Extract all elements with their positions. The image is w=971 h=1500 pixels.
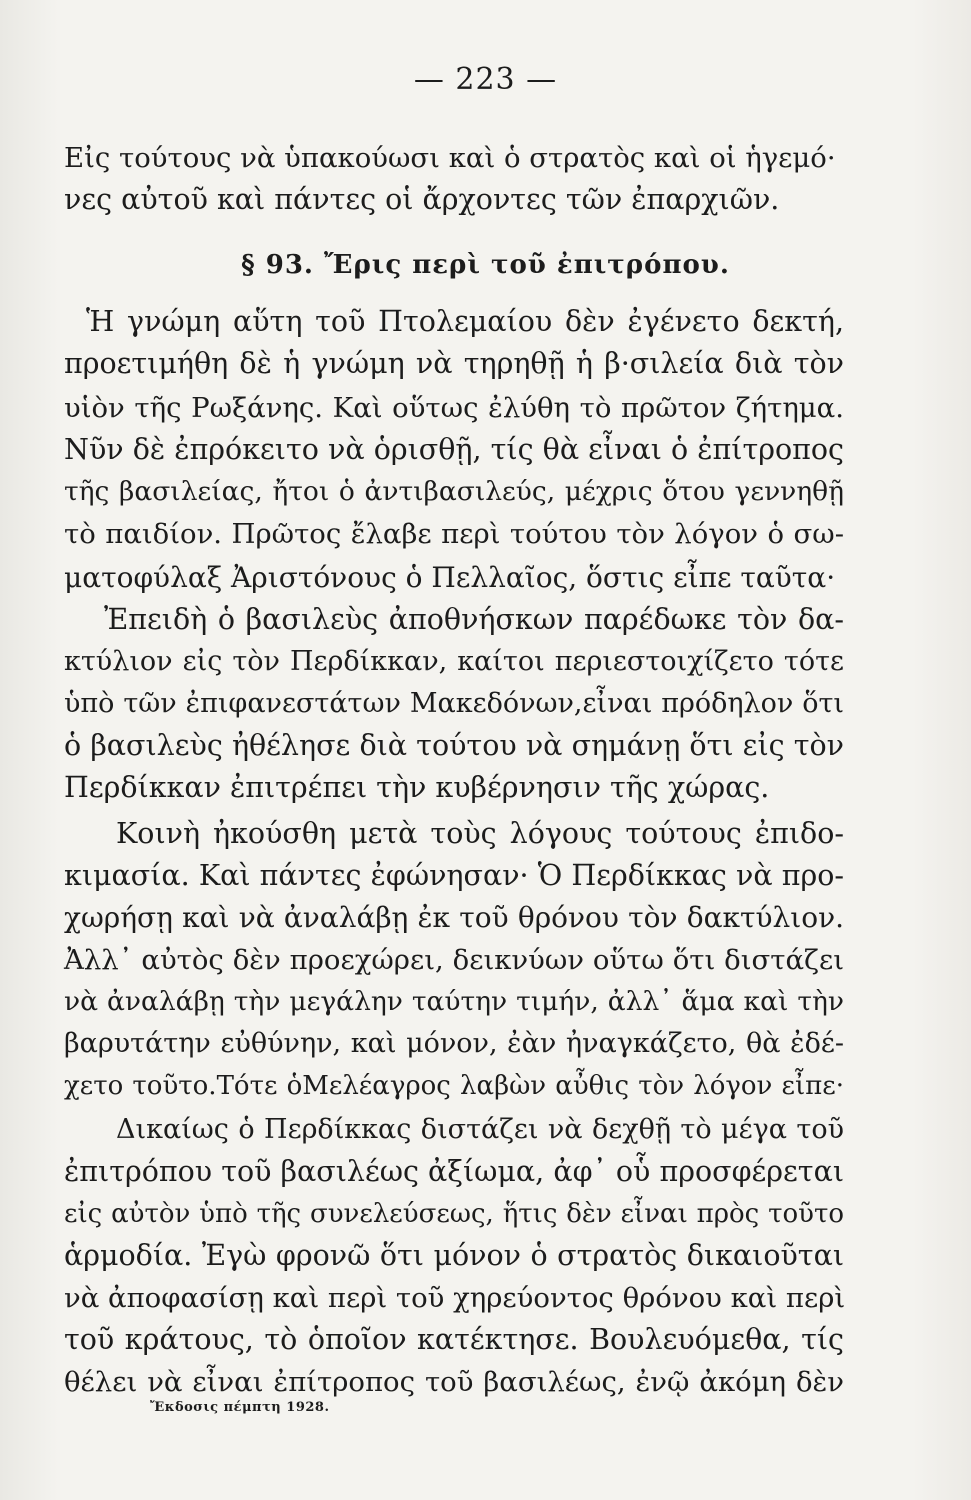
text-line: ἁρμοδία. Ἐγὼ φρονῶ ὅτι μόνον ὁ στρατὸς δικαιοῦται bbox=[64, 1239, 844, 1272]
text-line: ἐπιτρόπου τοῦ βασιλέως ἀξίωμα, ἀφ᾽ οὗ προσφέρεται bbox=[64, 1155, 844, 1188]
edition-note: Ἔκδοσις πέμπτη 1928. bbox=[150, 1400, 330, 1415]
section-heading: § 93. Ἔρις περὶ τοῦ ἐπιτρόπου. bbox=[241, 250, 730, 280]
text-line: τοῦ κράτους, τὸ ὁποῖον κατέκτησε. Βουλευόμεθα, τίς bbox=[64, 1323, 844, 1356]
text-line: τῆς βασιλείας, ἤτοι ὁ ἀντιβασιλεύς, μέχρις ὅτου γεννηθῇ bbox=[64, 476, 844, 507]
text-line: νὰ ἀποφασίσῃ καὶ περὶ τοῦ χηρεύοντος θρόνου καὶ περὶ bbox=[64, 1282, 846, 1314]
text-line: υἱὸν τῆς Ρωξάνης. Καὶ οὕτως ἐλύθη τὸ πρῶτον ζήτημα. bbox=[64, 392, 844, 424]
text-line: Νῦν δὲ ἐπρόκειτο νὰ ὁρισθῇ, τίς θὰ εἶναι ὁ ἐπίτροπος bbox=[64, 433, 844, 466]
text-line: Ἀλλ᾽ αὐτὸς δὲν προεχώρει, δεικνύων οὕτω ὅτι διστάζει bbox=[64, 944, 844, 976]
text-line: νὰ ἀναλάβῃ τὴν μεγάλην ταύτην τιμήν, ἀλλ᾽ ἅμα καὶ τὴν bbox=[64, 986, 844, 1017]
text-line: εἰς αὐτὸν ὑπὸ τῆς συνελεύσεως, ἥτις δὲν εἶναι πρὸς τοῦτο bbox=[64, 1199, 844, 1229]
text-line: ὁ βασιλεὺς ἠθέλησε διὰ τούτου νὰ σημάνῃ ὅτι εἰς τὸν bbox=[64, 729, 844, 762]
text-line: χωρήσῃ καὶ νὰ ἀναλάβῃ ἐκ τοῦ θρόνου τὸν δακτύλιον. bbox=[64, 901, 844, 934]
text-line: ὑπὸ τῶν ἐπιφανεστάτων Μακεδόνων,εἶναι πρόδηλον ὅτι bbox=[64, 688, 844, 719]
text-line: Ἐπειδὴ ὁ βασιλεὺς ἀποθνήσκων παρέδωκε τὸν δα- bbox=[104, 603, 844, 636]
text-line: Εἰς τούτους νὰ ὑπακούωσι καὶ ὁ στρατὸς καὶ οἱ ἡγεμό· bbox=[64, 142, 836, 174]
text-line: κτύλιον εἰς τὸν Περδίκκαν, καίτοι περιεστοιχίζετο τότε bbox=[64, 646, 844, 677]
text-line: χετο τοῦτο.Τότε ὁΜελέαγρος λαβὼν αὖθις τὸν λόγον εἶπε· bbox=[64, 1071, 844, 1101]
text-line: τὸ παιδίον. Πρῶτος ἔλαβε περὶ τούτου τὸν λόγον ὁ σω- bbox=[64, 518, 844, 550]
text-line: ματοφύλαξ Ἀριστόνους ὁ Πελλαῖος, ὅστις εἶπε ταῦτα· bbox=[64, 561, 836, 594]
text-line: Κοινὴ ἠκούσθη μετὰ τοὺς λόγους τούτους ἐπιδο- bbox=[116, 817, 844, 850]
text-line: Ἡ γνώμη αὕτη τοῦ Πτολεμαίου δὲν ἐγένετο δεκτή, bbox=[86, 305, 844, 338]
text-line: προετιμήθη δὲ ἡ γνώμη νὰ τηρηθῇ ἡ β·σιλεία διὰ τὸν bbox=[64, 347, 844, 380]
page-number: — 223 — bbox=[413, 62, 558, 97]
text-line: Περδίκκαν ἐπιτρέπει τὴν κυβέρνησιν τῆς χώρας. bbox=[64, 771, 770, 804]
text-line: βαρυτάτην εὐθύνην, καὶ μόνον, ἐὰν ἠναγκάζετο, θὰ ἐδέ- bbox=[64, 1028, 844, 1059]
text-line: νες αὐτοῦ καὶ πάντες οἱ ἄρχοντες τῶν ἐπαρχιῶν. bbox=[64, 183, 780, 216]
text-line: κιμασία. Καὶ πάντες ἐφώνησαν· Ὁ Περδίκκας νὰ προ- bbox=[64, 859, 844, 892]
text-line: Δικαίως ὁ Περδίκκας διστάζει νὰ δεχθῇ τὸ μέγα τοῦ bbox=[116, 1114, 844, 1145]
text-line: θέλει νὰ εἶναι ἐπίτροπος τοῦ βασιλέως, ἐνῷ ἀκόμη δὲν bbox=[64, 1366, 844, 1398]
